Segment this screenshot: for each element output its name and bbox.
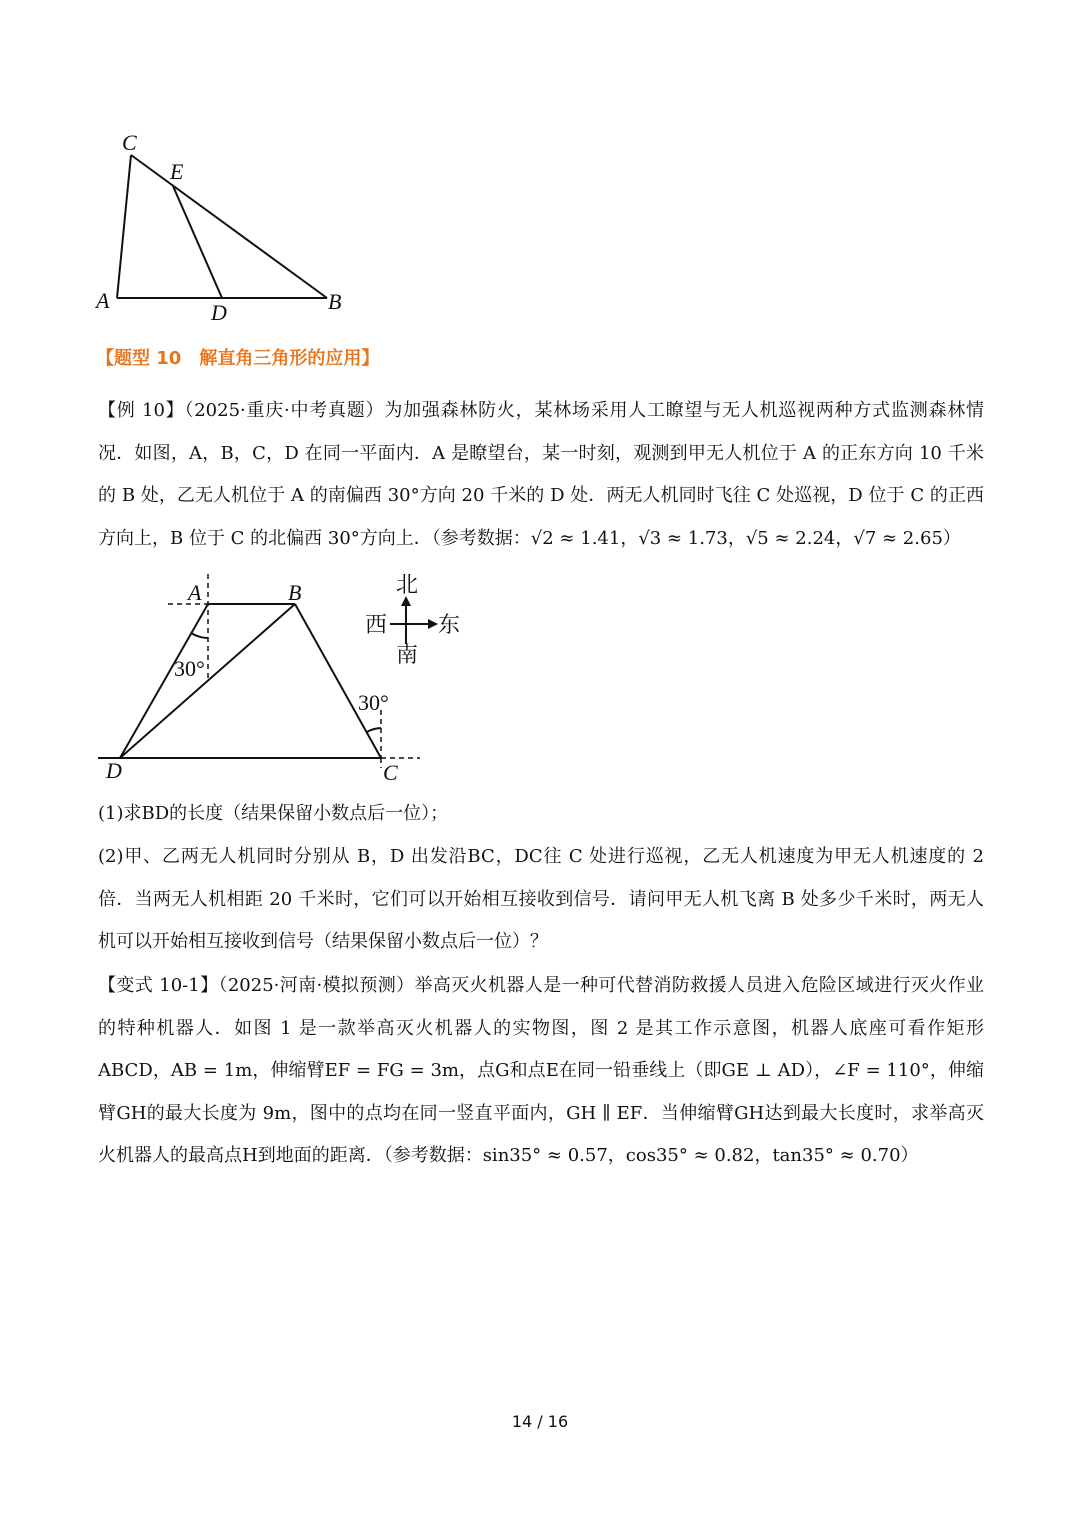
- label-a: A: [96, 288, 110, 313]
- drone-figure-2: [90, 570, 470, 790]
- triangle-figure-1: [90, 125, 360, 330]
- compass-south: 南: [396, 642, 419, 667]
- question-2: (2)甲、乙两无人机同时分别从 B，D 出发沿BC，DC往 C 处进行巡视，乙无人机速度为甲无人机速度的 2 倍．当两无人机相距 20 千米时，它们可以开始相互接收到信号．请问甲无人机飞离 B 处多少千米时，两无人机可以开始相互接收到信号（结果保留小数点后一位）？: [98, 846, 984, 952]
- compass-north: 北: [396, 572, 419, 597]
- segment-ad: [120, 604, 208, 758]
- label-e: E: [170, 159, 184, 184]
- label-c: C: [383, 760, 398, 785]
- example-10-text: 【例 10】（2025·重庆·中考真题）为加强森林防火，某林场采用人工瞭望与无人机巡视两种方式监测森林情况．如图，A，B，C，D 在同一平面内．A 是瞭望台，某一时刻，观测到甲无人机位于 A 的正东方向 10 千米的 B 处，乙无人机位于 A 的南偏西 30°方向 20 千米的 D 处．两无人机同时飞往 C 处巡视，D 位于 C 的正西方向上，B 位于 C 的北偏西 30°方向上．（参考数据：√2 ≈ 1.41，√3 ≈ 1.73，√5 ≈ 2.24，√7 ≈ 2.65）: [98, 400, 984, 549]
- segment-bd: [120, 604, 295, 758]
- compass-west: 西: [365, 612, 388, 637]
- question-1: (1)求BD的长度（结果保留小数点后一位）；: [98, 803, 449, 824]
- angle-label-c: 30°: [358, 690, 389, 715]
- label-a: A: [188, 580, 202, 605]
- label-d: D: [211, 300, 227, 325]
- segment-cb: [131, 155, 327, 298]
- section-title: 【题型 10 解直角三角形的应用】: [96, 348, 380, 369]
- compass-east: 东: [438, 612, 461, 637]
- segment-ca: [117, 155, 131, 298]
- label-b: B: [288, 580, 302, 605]
- label-b: B: [328, 289, 342, 314]
- label-d: D: [106, 758, 122, 783]
- angle-arc-a: [191, 633, 208, 638]
- label-c: C: [122, 130, 137, 155]
- angle-label-a: 30°: [174, 656, 205, 681]
- variant-10-1-text: 【变式 10-1】（2025·河南·模拟预测）举高灭火机器人是一种可代替消防救援人员进入危险区域进行灭火作业的特种机器人．如图 1 是一款举高灭火机器人的实物图，图 2 是其工作示意图，机器人底座可看作矩形ABCD，AB = 1m，伸缩臂EF = FG = 3m，点G和点E在同一铅垂线上（即GE ⊥ AD），∠F = 110°，伸缩臂GH的最大长度为 9m，图中的点均在同一竖直平面内，GH ∥ EF．当伸缩臂GH达到最大长度时，求举高灭火机器人的最高点H到地面的距离．（参考数据：sin35° ≈ 0.57，cos35° ≈ 0.82，tan35° ≈ 0.70）: [98, 975, 984, 1166]
- angle-arc-c: [367, 728, 381, 732]
- compass-icon: [365, 572, 460, 667]
- page-number: 14 / 16: [511, 1412, 569, 1431]
